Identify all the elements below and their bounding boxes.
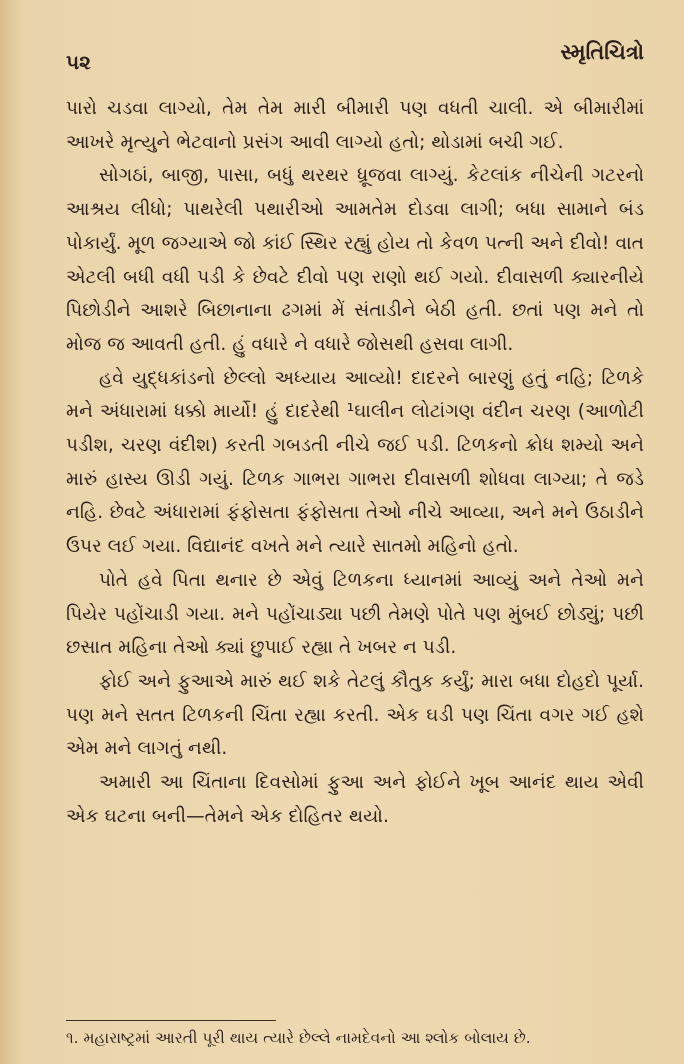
- paragraph-6: અમારી આ ચિંતાના દિવસોમાં ફુઆ અને ફોઈને ખૂબ આનંદ થાય એવી એક ઘટના બની—તેમને એક દોહિતર થયો.: [66, 772, 644, 827]
- footnote-divider: [66, 1020, 276, 1021]
- paragraph-4: પોતે હવે પિતા થનાર છે એવું ટિળકના ધ્યાનમાં આવ્યું અને તેઓ મને પિયેર પહોંચાડી ગયા. મને પહોંચાડ્યા પછી તેમણે પોતે પણ મુંબઈ છોડ્યું; પછી છસાત મહિના તેઓ ક્યાં છુપાઈ રહ્યા તે ખબર ન પડી.: [66, 569, 644, 659]
- paragraph-2: સોગઠાં, બાજી, પાસા, બધું થરથર ધ્રૂજવા લાગ્યું. કેટલાંક નીચેની ગટરનો આશ્રય લીધો; પાથરેલી પથારીઓ આમતેમ દોડવા લાગી; બધા સામાને બંડ પોકાર્યું. મૂળ જગ્યાએ જો કાંઈ સ્થિર રહ્યું હોય તો કેવળ પત્ની અને દીવો! વાત એટલી બધી વધી પડી કે છેવટે દીવો પણ રાણો થઈ ગયો. દીવાસળી ક્યારનીયે પિછોડીને આશરે બિછાનાના ઢગમાં મેં સંતાડીને બેઠી હતી. છતાં પણ મને તો મોજ જ આવતી હતી. હું વધારે ને વધારે જોસથી હસવા લાગી.: [66, 165, 644, 355]
- body-text: [66, 92, 644, 833]
- paragraph-1: પારો ચડવા લાગ્યો, તેમ તેમ મારી બીમારી પણ વધતી ચાલી. એ બીમારીમાં આખરે મૃત્યુને ભેટવાનો પ્રસંગ આવી લાગ્યો હતો; થોડામાં બચી ગઈ.: [66, 98, 644, 153]
- page-number: ૫૨: [66, 50, 91, 74]
- paragraph-3: હવે યુદ્ધકાંડનો છેલ્લો અધ્યાય આવ્યો! દાદરને બારણું હતું નહિ; ટિળકે મને અંધારામાં ધક્કો માર્યો! હું દાદરેથી ¹ઘાલીન લોટાંગણ વંદીન ચરણ (આળોટી પડીશ, ચરણ વંદીશ) કરતી ગબડતી નીચે જઈ પડી. ટિળકનો ક્રોધ શમ્યો અને મારું હાસ્ય ઊડી ગયું. ટિળક ગાભરા ગાભરા દીવાસળી શોધવા લાગ્યા; તે જડે નહિ. છેવટે અંધારામાં ફંફોસતા ફંફોસતા તેઓ નીચે આવ્યા, અને મને ઉઠાડીને ઉપર લઈ ગયા. વિદ્યાનંદ વખતે મને ત્યારે સાતમો મહિનો હતો.: [66, 367, 644, 558]
- running-title: સ્મૃતિચિત્રો: [560, 40, 644, 64]
- paragraph-5: ફોઈ અને ફુઆએ મારું થઈ શકે તેટલું કૌતુક કર્યું; મારા બધા દોહદો પૂર્યા. પણ મને સતત ટિળકની ચિંતા રહ્યા કરતી. એક ઘડી પણ ચિંતા વગર ગઈ હશે એમ મને લાગતું નથી.: [66, 670, 644, 760]
- footnote: ૧. મહારાષ્ટ્રમાં આરતી પૂરી થાય ત્યારે છેલ્લે નામદેવનો આ શ્લોક બોલાય છે.: [66, 1029, 531, 1047]
